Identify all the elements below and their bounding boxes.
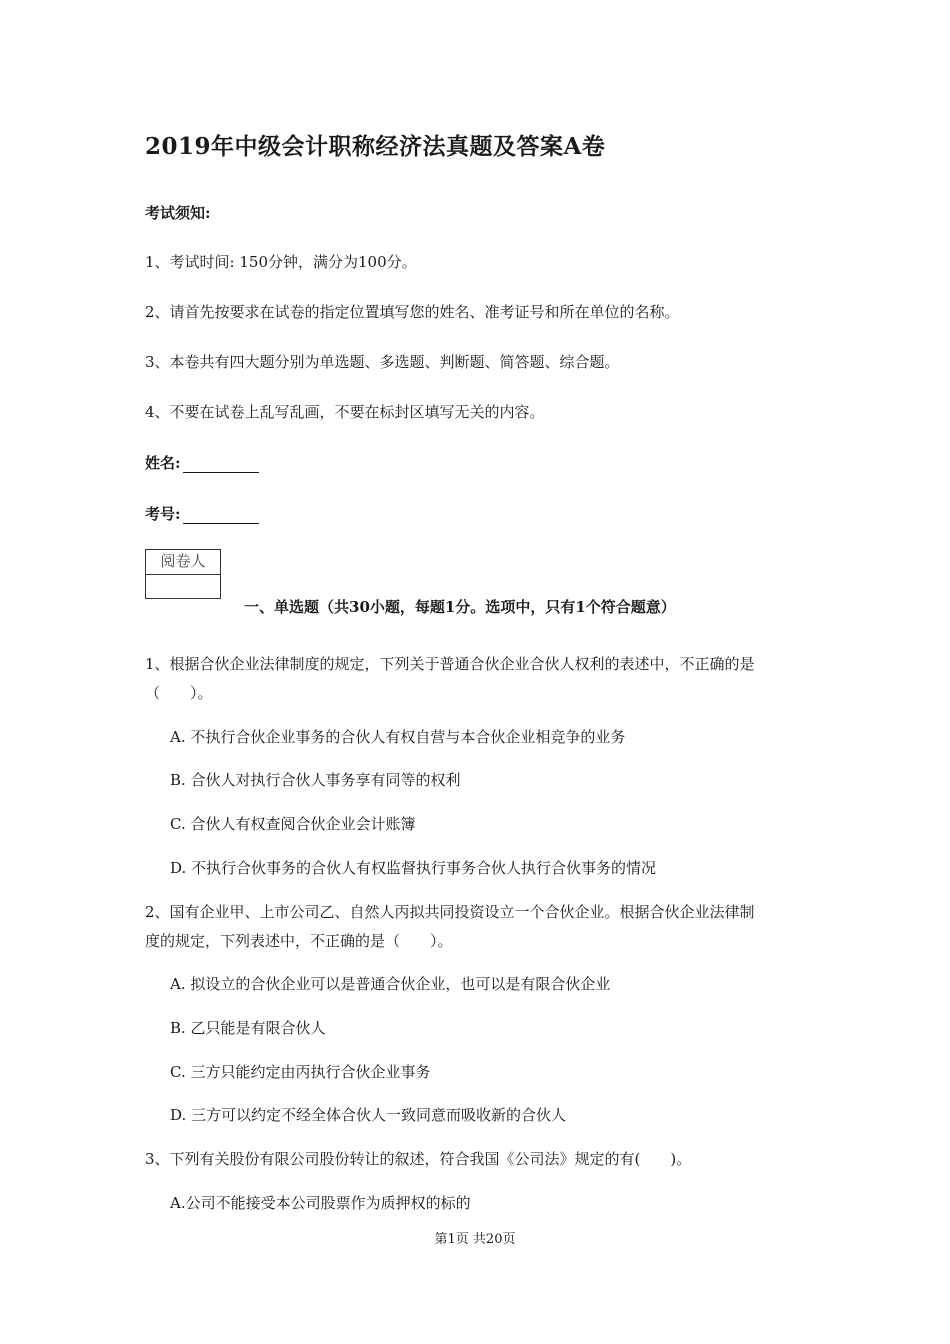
grader-box: [145, 549, 221, 599]
name-field: [145, 452, 259, 473]
question-1-option-a: A. 不执行合伙企业事务的合伙人有权自营与本合伙企业相竞争的业务: [170, 728, 626, 746]
question-1-option-d: D. 不执行合伙事务的合伙人有权监督执行事务合伙人执行合伙事务的情况: [170, 859, 657, 877]
exam-number-label: 考号:: [145, 505, 181, 523]
question-2-stem-cont: 度的规定，下列表述中，不正确的是（ ）。: [145, 932, 453, 950]
question-2-option-a: A. 拟设立的合伙企业可以是普通合伙企业，也可以是有限合伙企业: [170, 975, 611, 993]
section-title: 一、单选题（共30小题，每题1分。选项中，只有1个符合题意）: [244, 598, 676, 616]
name-label: 姓名:: [145, 454, 181, 472]
exam-number-field: [145, 503, 259, 524]
question-1-option-c: C. 合伙人有权查阅合伙企业会计账簿: [170, 815, 416, 833]
question-1-stem: 1、根据合伙企业法律制度的规定，下列关于普通合伙企业合伙人权利的表述中，不正确的是: [145, 655, 755, 673]
question-2-option-b: B. 乙只能是有限合伙人: [170, 1019, 326, 1037]
name-blank: [183, 456, 259, 473]
notice-item-4: 4、不要在试卷上乱写乱画，不要在标封区填写无关的内容。: [145, 403, 545, 421]
grader-label: 阅卷人: [146, 550, 220, 575]
notice-item-1: 1、考试时间: 150分钟，满分为100分。: [145, 253, 417, 271]
page-footer: 第1页 共20页: [434, 1232, 516, 1247]
question-2-option-c: C. 三方只能约定由丙执行合伙企业事务: [170, 1063, 431, 1081]
question-1-stem-cont: （ ）。: [145, 684, 213, 702]
exam-number-blank: [183, 507, 259, 524]
question-2-stem: 2、国有企业甲、上市公司乙、自然人丙拟共同投资设立一个合伙企业。根据合伙企业法律制: [145, 903, 755, 921]
question-1-option-b: B. 合伙人对执行合伙人事务享有同等的权利: [170, 771, 461, 789]
notice-item-3: 3、本卷共有四大题分别为单选题、多选题、判断题、简答题、综合题。: [145, 353, 620, 371]
page-title: 2019年中级会计职称经济法真题及答案A卷: [145, 133, 606, 160]
notice-heading: 考试须知:: [145, 204, 211, 222]
question-2-option-d: D. 三方可以约定不经全体合伙人一致同意而吸收新的合伙人: [170, 1106, 567, 1124]
notice-item-2: 2、请首先按要求在试卷的指定位置填写您的姓名、准考证号和所在单位的名称。: [145, 303, 680, 321]
question-3-option-a: A.公司不能接受本公司股票作为质押权的标的: [170, 1194, 471, 1212]
question-3-stem: 3、下列有关股份有限公司股份转让的叙述，符合我国《公司法》规定的有( )。: [145, 1150, 692, 1168]
